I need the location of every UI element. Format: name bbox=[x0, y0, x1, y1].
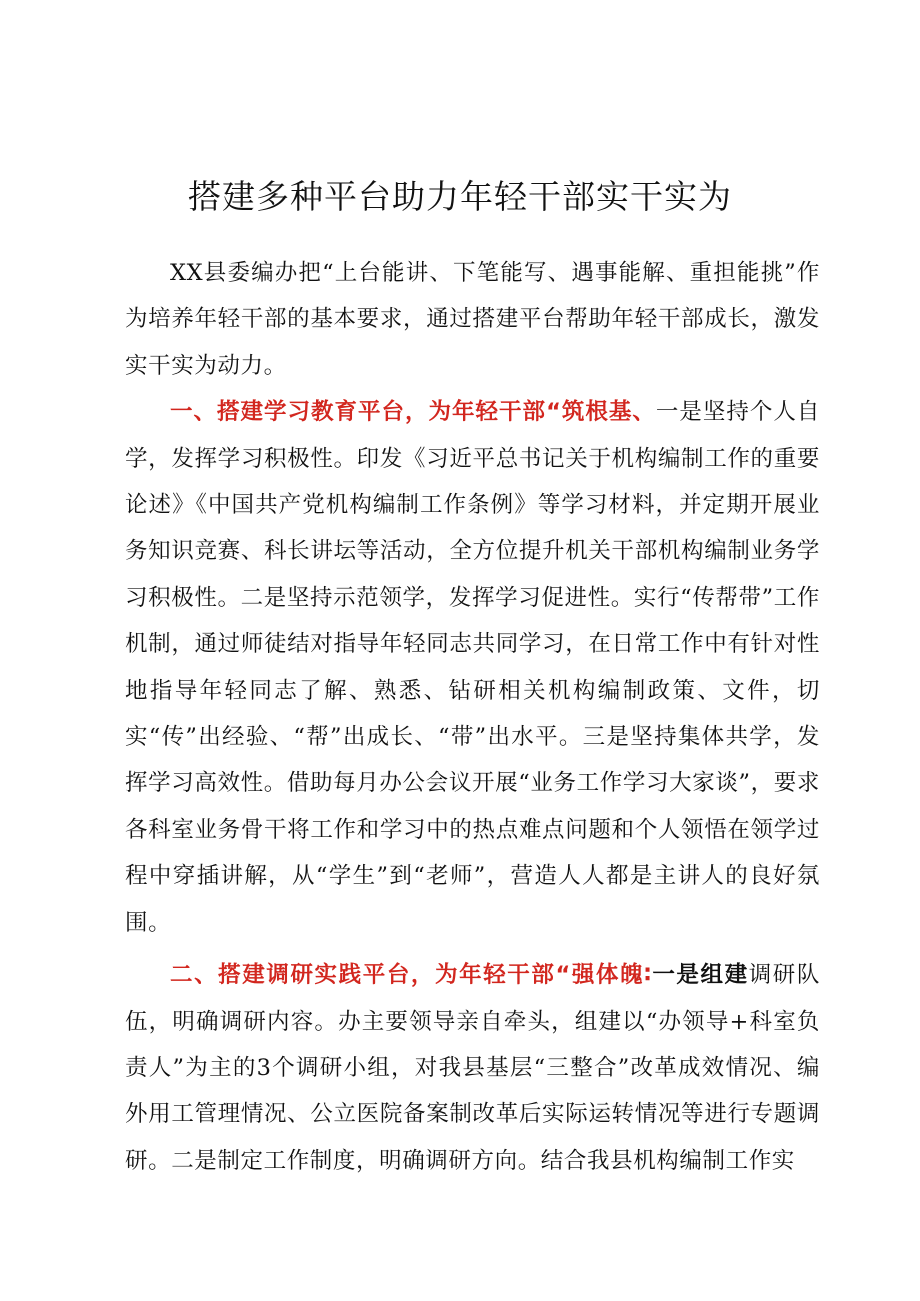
section-2-lead: 一是组建 bbox=[651, 962, 749, 989]
section-2-paragraph bbox=[125, 952, 820, 1184]
section-1-heading: 一、搭建学习教育平台，为年轻干部“筑根基、 bbox=[170, 399, 656, 426]
section-1-body: 一是坚持个人自学，发挥学习积极性。印发《习近平总书记关于机构编制工作的重要论述》《中国共产党机构编制工作条例》等学习材料，并定期开展业务知识竞赛、科长讲坛等活动，全方位提升机关干部机构编制业务学习积极性。二是坚持示范领学，发挥学习促进性。实行“传帮带”工作机制，通过师徒结对指导年轻同志共同学习，在日常工作中有针对性地指导年轻同志了解、熟悉、钻研相关机构编制政策、文件，切实“传”出经验、“帮”出成长、“带”出水平。三是坚持集体共学，发挥学习高效性。借助每月办公会议开展“业务工作学习大家谈”，要求各科室业务骨干将工作和学习中的热点难点问题和个人领悟在领学过程中穿插讲解，从“学生”到“老师”，营造人人都是主讲人的良好氛围。 bbox=[125, 399, 820, 936]
document-title: 搭建多种平台助力年轻干部实干实为 bbox=[188, 177, 732, 216]
section-2-body: 调研队伍，明确调研内容。办主要领导亲自牵头，组建以“办领导+科室负责人”为主的3个调研小组，对我县基层“三整合”改革成效情况、编外用工管理情况、公立医院备案制改革后实际运转情况等进行专题调研。二是制定工作制度，明确调研方向。结合我县机构编制工作实 bbox=[125, 962, 820, 1174]
intro-paragraph: XX县委编办把“上台能讲、下笔能写、遇事能解、重担能挑”作为培养年轻干部的基本要求，通过搭建平台帮助年轻干部成长，激发实干实为动力。 bbox=[125, 260, 820, 379]
document-body bbox=[125, 250, 820, 1184]
section-2-heading: 二、搭建调研实践平台，为年轻干部“强体魄∶ bbox=[170, 962, 652, 989]
section-1-paragraph bbox=[125, 389, 820, 946]
